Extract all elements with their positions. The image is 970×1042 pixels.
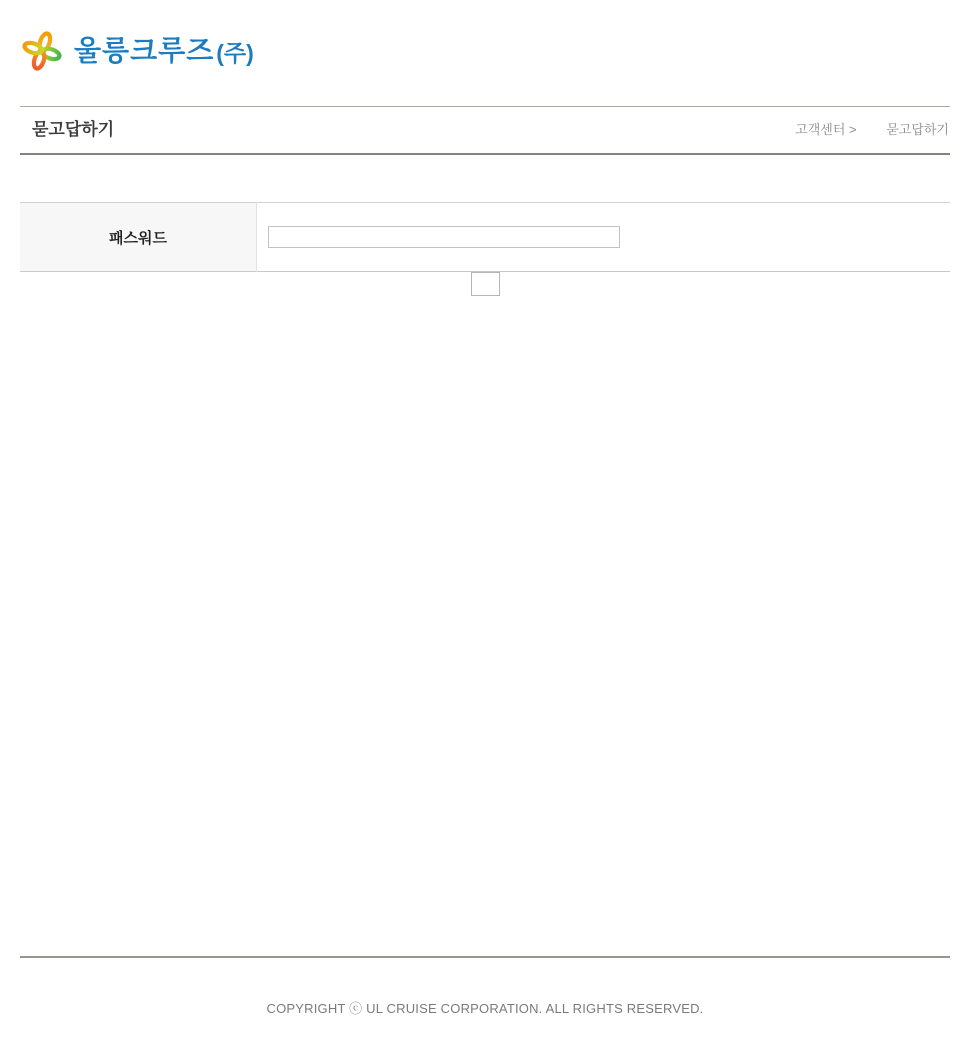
title-bar bbox=[20, 106, 950, 155]
logo-link[interactable] bbox=[20, 27, 254, 75]
password-cell bbox=[257, 203, 951, 272]
confirm-button[interactable] bbox=[471, 272, 500, 296]
page-title: 묻고답하기 bbox=[32, 120, 115, 139]
breadcrumb-qna[interactable]: 묻고답하기 bbox=[886, 122, 949, 137]
page-container bbox=[20, 0, 950, 1017]
breadcrumb bbox=[769, 107, 949, 153]
logo-text: 울릉크루즈 bbox=[74, 35, 215, 66]
table-row bbox=[20, 203, 950, 272]
pinwheel-flower-icon bbox=[20, 27, 64, 75]
password-table bbox=[20, 202, 950, 272]
main-content bbox=[20, 202, 950, 956]
breadcrumb-customer-center[interactable]: 고객센터 > bbox=[795, 122, 857, 137]
button-row bbox=[20, 272, 950, 302]
logo-suffix: (주) bbox=[216, 39, 254, 66]
password-input[interactable] bbox=[268, 226, 620, 248]
copyright-text: COPYRIGHT ⓒ UL CRUISE CORPORATION. ALL RIGHTS RESERVED. bbox=[266, 1001, 704, 1016]
password-label: 패스워드 bbox=[20, 203, 257, 272]
site-footer bbox=[20, 956, 950, 1017]
site-header bbox=[20, 0, 950, 106]
